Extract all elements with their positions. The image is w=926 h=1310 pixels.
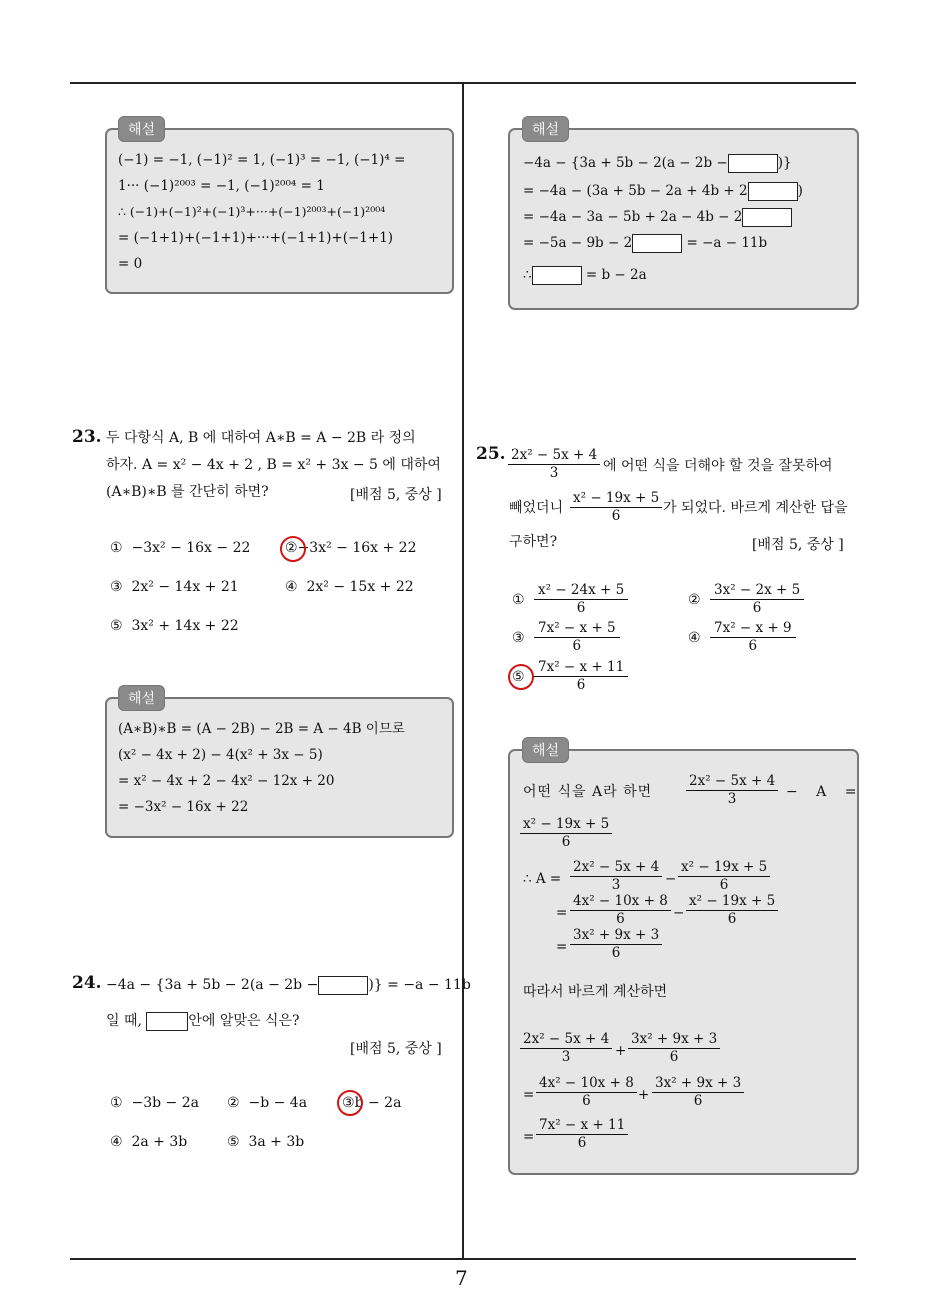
solution-line: = −3x² − 16x + 22: [118, 799, 249, 815]
option-5[interactable]: ⑤ 3x² + 14x + 22: [110, 618, 239, 634]
solution-text: 어떤 식을 A라 하면: [523, 784, 653, 800]
question-meta: [배점 5, 중상 ]: [752, 537, 844, 553]
solution-tag: 해설: [118, 685, 165, 711]
fraction: $\frac{\text{3x² + 9x + 3}}{6}$: [652, 1075, 744, 1110]
fraction: $\frac{\text{2x² − 5x + 4}}{3}$: [570, 859, 662, 894]
solution-line: (A∗B)∗B = (A − 2B) − 2B = A − 4B 이므로: [118, 721, 405, 737]
option-5[interactable]: ⑤ 3a + 3b: [227, 1134, 305, 1150]
operator: +: [615, 1043, 627, 1059]
solution-line: (x² − 4x + 2) − 4(x² + 3x − 5): [118, 747, 323, 763]
question-text: 가 되었다. 바르게 계산한 답을: [663, 500, 848, 516]
blank-box: [532, 266, 582, 285]
solution-line: 1··· (−1)²⁰⁰³ = −1, (−1)²⁰⁰⁴ = 1: [118, 178, 325, 194]
question-text: 에 어떤 식을 더해야 할 것을 잘못하여: [603, 458, 833, 474]
solution-line: (−1) = −1, (−1)² = 1, (−1)³ = −1, (−1)⁴ =: [118, 152, 406, 168]
option-1[interactable]: ① −3x² − 16x − 22: [110, 540, 251, 556]
solution-tag: 해설: [118, 116, 165, 142]
fraction: $\frac{\text{2x² − 5x + 4}}{3}$: [508, 447, 600, 482]
question-number: 24.: [72, 973, 102, 993]
question-number: 23.: [72, 427, 102, 447]
question-text: 일 때, 안에 알맞은 식은?: [106, 1013, 300, 1029]
option-2[interactable]: ②−3x² − 16x + 22: [285, 540, 417, 556]
solution-line: = −4a − (3a + 5b − 2a + 4b + 2 ): [523, 183, 803, 199]
question-text: 빼었더니: [509, 500, 564, 516]
question-meta: [배점 5, 중상 ]: [350, 1041, 442, 1057]
operator: =: [523, 1129, 535, 1145]
solution-tag: 해설: [522, 737, 569, 763]
column-divider: [462, 83, 464, 1259]
solution-line: −4a − {3a + 5b − 2(a − 2b − )}: [523, 155, 792, 171]
solution-line: = −4a − 3a − 5b + 2a − 4b − 2: [523, 208, 792, 227]
question-text: (A∗B)∗B 를 간단히 하면?: [106, 484, 269, 500]
fraction: $\frac{\text{7x² − x + 11}}{6}$: [536, 1117, 628, 1152]
option-4[interactable]: ④ 2x² − 15x + 22: [285, 579, 414, 595]
solution-text: 따라서 바르게 계산하면: [523, 984, 668, 1000]
fraction: $\frac{\text{x² − 19x + 5}}{6}$: [686, 893, 778, 928]
fraction: $\frac{\text{4x² − 10x + 8}}{6}$: [536, 1075, 637, 1110]
fraction: $\frac{\text{x² − 19x + 5}}{6}$: [520, 816, 612, 851]
question-meta: [배점 5, 중상 ]: [350, 487, 442, 503]
blank-box: [632, 234, 682, 253]
operator: −: [665, 871, 677, 887]
question-text: 하자. A = x² − 4x + 2 , B = x² + 3x − 5 에 대하여: [106, 457, 441, 473]
solution-line: ∴ (−1)+(−1)²+(−1)³+···+(−1)²⁰⁰³+(−1)²⁰⁰⁴: [118, 204, 386, 219]
option-3[interactable]: ③b − 2a: [342, 1095, 402, 1111]
blank-box: [748, 182, 798, 201]
solution-box-23: [105, 697, 454, 838]
solution-box-25: [508, 749, 859, 1175]
solution-text: ∴ A =: [523, 871, 562, 887]
fraction: $\frac{\text{x² − 19x + 5}}{6}$: [678, 859, 770, 894]
solution-line: = −5a − 9b − 2 = −a − 11b: [523, 235, 768, 251]
answer-mark: [337, 1090, 363, 1116]
fraction: $\frac{\text{x² − 19x + 5}}{6}$: [570, 490, 662, 525]
fraction: $\frac{\text{3x² + 9x + 3}}{6}$: [570, 927, 662, 962]
question-text: 두 다항식 A, B 에 대하여 A∗B = A − 2B 라 정의: [106, 430, 416, 446]
solution-text: − A =: [786, 784, 857, 800]
bottom-rule: [70, 1258, 856, 1260]
option-3[interactable]: ③ 2x² − 14x + 21: [110, 579, 239, 595]
fraction: $\frac{\text{2x² − 5x + 4}}{3}$: [520, 1031, 612, 1066]
blank-box: [146, 1012, 188, 1031]
fraction: $\frac{\text{3x² + 9x + 3}}{6}$: [628, 1031, 720, 1066]
question-expression: −4a − {3a + 5b − 2(a − 2b − )} = −a − 11b: [106, 977, 471, 993]
blank-box: [318, 976, 368, 995]
solution-line: = (−1+1)+(−1+1)+···+(−1+1)+(−1+1): [118, 230, 394, 246]
solution-line: ∴ = b − 2a: [523, 267, 647, 283]
blank-box: [728, 154, 778, 173]
solution-line: = 0: [118, 256, 143, 272]
operator: =: [556, 939, 568, 955]
answer-mark: [508, 664, 534, 690]
option-4[interactable]: ④ 2a + 3b: [110, 1134, 188, 1150]
operator: =: [523, 1087, 535, 1103]
solution-tag: 해설: [522, 116, 569, 142]
fraction: $\frac{\text{2x² − 5x + 4}}{3}$: [686, 773, 778, 808]
option-1[interactable]: ① −3b − 2a: [110, 1095, 199, 1111]
operator: =: [556, 905, 568, 921]
question-number: 25.: [476, 444, 506, 464]
operator: −: [673, 905, 685, 921]
operator: +: [638, 1087, 650, 1103]
solution-line: = x² − 4x + 2 − 4x² − 12x + 20: [118, 773, 335, 789]
page-number: 7: [455, 1266, 468, 1290]
option-2[interactable]: ② −b − 4a: [227, 1095, 308, 1111]
blank-box: [742, 208, 792, 227]
answer-mark: [280, 536, 306, 562]
fraction: $\frac{\text{4x² − 10x + 8}}{6}$: [570, 893, 671, 928]
question-text: 구하면?: [509, 534, 558, 550]
